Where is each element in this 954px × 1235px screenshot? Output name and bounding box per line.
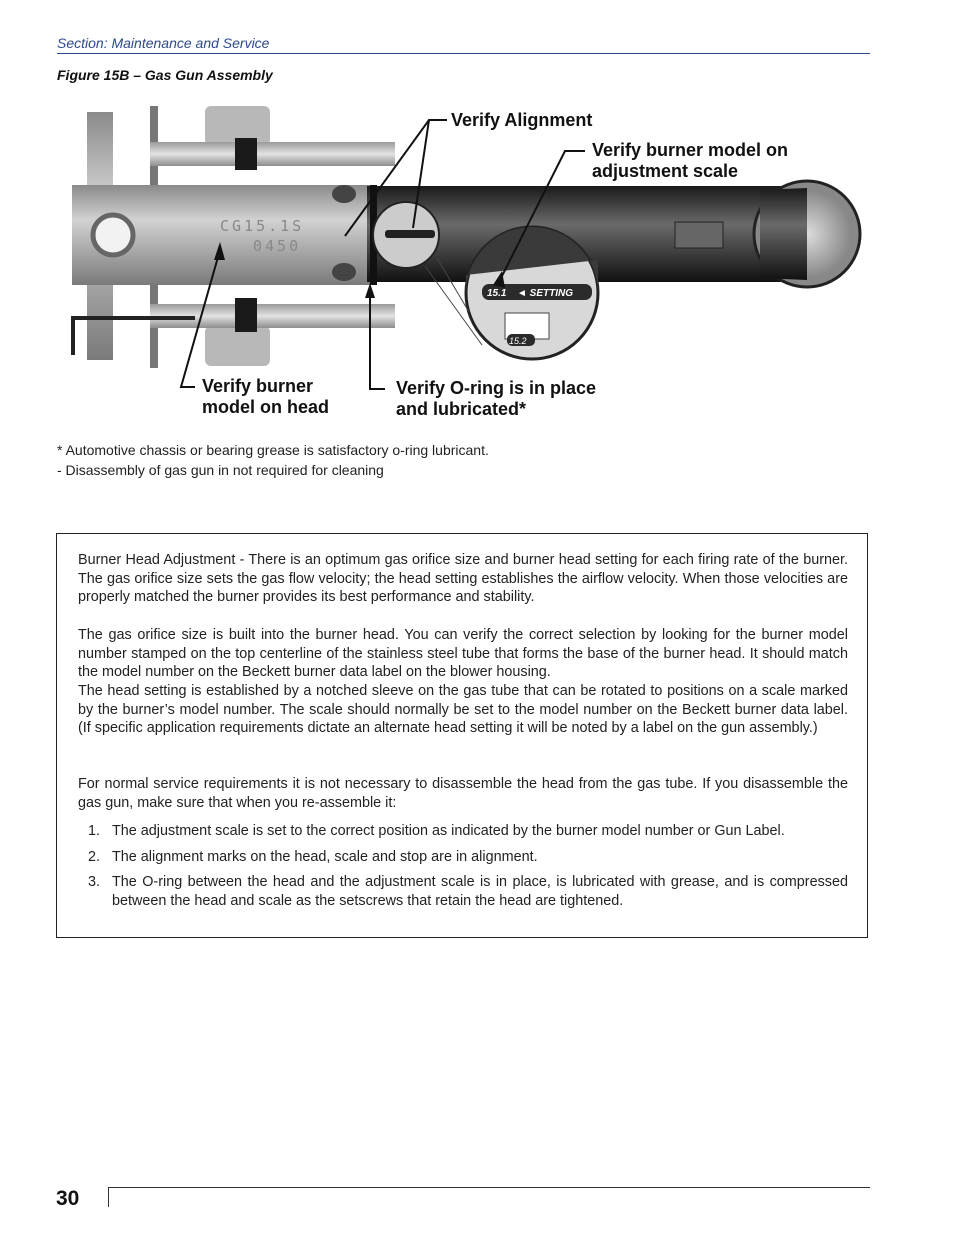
callout-verify-model-scale <box>592 140 788 182</box>
step-number: 1. <box>88 823 101 839</box>
callout-verify-model-scale-line1: Verify burner model on <box>592 140 789 160</box>
list-item <box>78 822 848 841</box>
callout-verify-model-head <box>202 376 329 418</box>
footer-rule <box>108 1187 870 1188</box>
paragraph-head-adjustment: Burner Head Adjustment - There is an optimum gas orifice size and burner head setting for each firing rate of the burner. The gas orifice size sets the gas flow velocity; the head setting establishes the airflow velocity. When those velocities are properly matched the burner provides its best performance and stability. <box>78 552 848 606</box>
step-number: 3. <box>88 874 101 891</box>
note-disassembly: - Disassembly of gas gun in not required for cleaning <box>57 462 384 478</box>
paragraph-reassembly: For normal service requirements it is not necessary to disassemble the head from the gas tube. If you disassemble the gas gun, make sure that when you re-assemble it: <box>78 776 848 811</box>
reassembly-steps <box>78 822 848 917</box>
step-text: The alignment marks on the head, scale and stop are in alignment. <box>112 848 538 865</box>
head-stamp-line2: 0450 <box>253 237 302 255</box>
callout-verify-oring-line2: and lubricated* <box>396 399 527 419</box>
step-number: 2. <box>88 848 101 865</box>
list-item <box>78 848 848 867</box>
paragraph-head-setting: The head setting is established by a notched sleeve on the gas tube that can be rotated to positions on a scale marked by the burner’s model number. The scale should normally be set to the model number on the Beckett burner data label. (If specific application requirements dictate an alternate head setting it will be noted by a label on the gun assembly.) <box>78 683 848 737</box>
callout-verify-model-head-line1: Verify burner <box>202 376 314 396</box>
figure-caption: Figure 15B – Gas Gun Assembly <box>57 67 273 83</box>
page-number: 30 <box>56 1187 80 1210</box>
head-stamp-line1: CG15.1S <box>220 217 305 235</box>
scale-setting-label: ◄ SETTING <box>517 288 574 299</box>
step-text: The adjustment scale is set to the correct position as indicated by the burner model number or Gun Label. <box>112 823 785 839</box>
callout-verify-oring <box>396 378 596 420</box>
scale-label-top: 15.1 <box>487 288 507 299</box>
callout-verify-oring-line1: Verify O-ring is in place <box>396 378 597 398</box>
gas-gun-figure <box>55 100 870 430</box>
footer-tick <box>108 1187 109 1207</box>
header-rule <box>57 53 870 54</box>
callout-verify-model-head-line2: model on head <box>202 397 330 417</box>
burner-head-adjustment-box <box>56 533 868 938</box>
callout-verify-model-scale-line2: adjustment scale <box>592 161 739 181</box>
callout-verify-alignment: Verify Alignment <box>451 110 593 130</box>
note-lubricant: * Automotive chassis or bearing grease is satisfactory o-ring lubricant. <box>57 442 489 458</box>
section-header: Section: Maintenance and Service <box>57 35 270 51</box>
scale-label-bottom: 15.2 <box>509 336 527 346</box>
rod-top <box>150 142 395 166</box>
figure-notes <box>57 440 489 480</box>
step-text: The O-ring between the head and the adjustment scale is in place, is lubricated with grease, and is compressed between the head and scale as the setscrews that retain the head are tightened. <box>112 874 848 909</box>
list-item <box>78 873 848 910</box>
paragraph-orifice-size: The gas orifice size is built into the burner head. You can verify the correct selection by looking for the burner model number stamped on the top centerline of the stainless steel tube that forms the base of the burner head. It should match the model number on the Beckett burner data label on the blower housing. <box>78 627 848 681</box>
